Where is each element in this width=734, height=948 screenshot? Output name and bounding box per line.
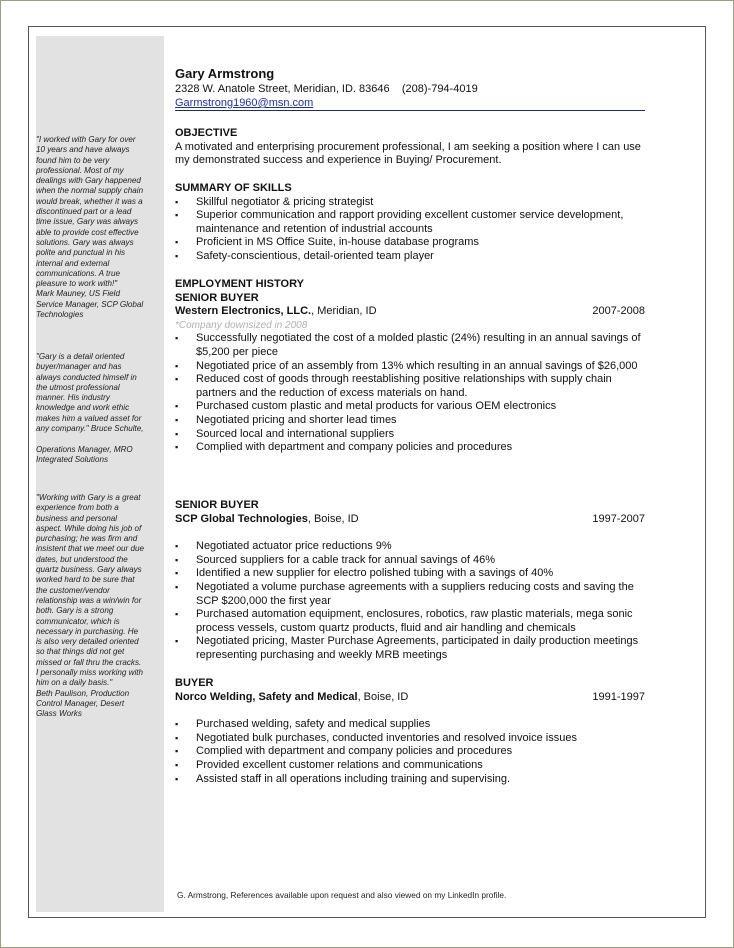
testimonial-line: aspect. While doing his job of bbox=[36, 523, 142, 533]
bullet-icon: ▪ bbox=[175, 374, 179, 385]
testimonial-line: Control Manager, Desert bbox=[36, 698, 125, 708]
bullet-item bbox=[175, 196, 645, 210]
bullet-text: Sourced local and international suppliers bbox=[196, 427, 395, 440]
bullet-text: Superior communication and rapport providing excellent customer service development, maintenance and retention of industrial accounts bbox=[196, 209, 624, 235]
job-3-section bbox=[175, 677, 645, 786]
testimonial-line: necessary in purchasing. He bbox=[36, 626, 139, 636]
bullet-item bbox=[175, 745, 645, 759]
testimonial-line: quartz business. Gary always bbox=[36, 565, 142, 575]
bullet-item bbox=[175, 414, 645, 428]
bullet-text: Proficient in MS Office Suite, in-house database programs bbox=[196, 236, 479, 249]
bullet-item bbox=[175, 428, 645, 442]
testimonial-line: internal and external bbox=[36, 258, 110, 268]
objective-section bbox=[175, 127, 645, 168]
company-name: SCP Global Technologies bbox=[175, 512, 308, 525]
testimonial-2 bbox=[36, 352, 164, 465]
bullet-text: Negotiated bulk purchases, conducted inventories and resolved invoice issues bbox=[196, 731, 577, 744]
bullet-item bbox=[175, 540, 645, 554]
testimonial-line: is also very detailed oriented bbox=[36, 637, 139, 647]
bullet-icon: ▪ bbox=[175, 210, 179, 221]
footer-note: G. Armstrong, References available upon request and also viewed on my LinkedIn profile. bbox=[177, 890, 507, 900]
testimonial-lines bbox=[36, 352, 164, 465]
company-name: Norco Welding, Safety and Medical bbox=[175, 690, 358, 703]
bullet-icon: ▪ bbox=[175, 554, 179, 565]
testimonial-1 bbox=[36, 135, 164, 320]
testimonial-line: communicator, which is bbox=[36, 616, 120, 626]
bullet-text: Negotiated price of an assembly from 13% which resulting in an annual savings of $26,000 bbox=[196, 359, 638, 372]
testimonial-line: would break, whether it was a bbox=[36, 196, 143, 206]
testimonial-line: "I worked with Gary for over bbox=[36, 135, 136, 144]
testimonial-line: any company." Bruce Schulte, bbox=[36, 424, 144, 434]
bullet-item bbox=[175, 759, 645, 773]
testimonial-line: I personally miss working with bbox=[36, 668, 144, 678]
testimonial-line: polite and punctual in his bbox=[36, 248, 126, 258]
testimonial-line: solutions. Gary was always bbox=[36, 237, 134, 247]
bullet-text: Assisted staff in all operations including training and supervising. bbox=[196, 772, 511, 785]
bullet-text: Skillful negotiator & pricing strategist bbox=[196, 195, 374, 208]
bullet-text: Negotiated a volume purchase agreements with a suppliers reducing costs and saving the SCP $200,000 the first year bbox=[196, 580, 634, 607]
bullet-item bbox=[175, 581, 645, 608]
testimonial-line: so that things did not get bbox=[36, 647, 125, 657]
job-company-row bbox=[175, 305, 645, 319]
job-company-row bbox=[175, 691, 645, 705]
bullet-text: Purchased automation equipment, enclosures, robotics, raw plastic materials, mega sonic process vessels, custom quartz products, fluid and air handling and chemicals bbox=[196, 608, 633, 634]
testimonial-line: the utmost professional bbox=[36, 382, 120, 392]
bullet-text: Successfully negotiated the cost of a molded plastic (24%) resulting in an annual savings of $5,200 per piece bbox=[196, 332, 641, 358]
bullet-icon: ▪ bbox=[175, 581, 179, 592]
testimonial-line: "Gary is a detail oriented bbox=[36, 352, 125, 361]
testimonial-line: business and personal bbox=[36, 513, 117, 523]
bullet-item bbox=[175, 400, 645, 414]
bullet-icon: ▪ bbox=[175, 719, 179, 730]
header-divider bbox=[175, 110, 645, 111]
bullet-item bbox=[175, 773, 645, 787]
bullet-text: Purchased custom plastic and metal products for various OEM electronics bbox=[196, 400, 557, 413]
testimonial-line: Integrated Solutions bbox=[36, 454, 108, 464]
testimonial-line: communications. A true bbox=[36, 268, 120, 278]
bullet-item bbox=[175, 332, 645, 359]
testimonial-line: makes him a valued asset for bbox=[36, 413, 142, 423]
testimonial-line: both. Gary is a strong bbox=[36, 606, 114, 616]
testimonial-line: when the normal supply chain bbox=[36, 186, 144, 196]
job-title: SENIOR BUYER bbox=[175, 499, 259, 511]
testimonial-line: purchasing; he was firm and bbox=[36, 534, 138, 544]
bullet-item bbox=[175, 718, 645, 732]
testimonial-line: insistent that we meet our due bbox=[36, 544, 144, 554]
job-duties bbox=[175, 332, 645, 454]
job-duties bbox=[175, 540, 645, 662]
testimonial-lines bbox=[36, 493, 164, 720]
testimonial-line: 10 years and have always bbox=[36, 145, 130, 155]
testimonial-line: dates, but understood the bbox=[36, 554, 128, 564]
bullet-text: Sourced suppliers for a cable track for annual savings of 46% bbox=[196, 553, 495, 566]
bullet-icon: ▪ bbox=[175, 773, 179, 784]
bullet-item bbox=[175, 373, 645, 400]
testimonial-line: pleasure to work with!" bbox=[36, 279, 118, 289]
bullet-icon: ▪ bbox=[175, 732, 179, 743]
testimonial-line: buyer/manager and has bbox=[36, 362, 122, 372]
job-title: BUYER bbox=[175, 677, 214, 689]
testimonial-line: Beth Paulison, Production bbox=[36, 688, 130, 698]
bullet-text: Reduced cost of goods through reestablishing positive relationships with supply chain partners and the reduction of excess materials on hand. bbox=[196, 373, 612, 399]
resume-header bbox=[175, 66, 645, 110]
contact-line: 2328 W. Anatole Street, Meridian, ID. 83646 (208)-794-4019 bbox=[175, 83, 478, 95]
job-2-section bbox=[175, 499, 645, 663]
bullet-icon: ▪ bbox=[175, 414, 179, 425]
bullet-icon: ▪ bbox=[175, 609, 179, 620]
bullet-item bbox=[175, 441, 645, 455]
bullet-icon: ▪ bbox=[175, 759, 179, 770]
testimonial-line: missed or fall thru the cracks. bbox=[36, 657, 142, 667]
job-dates: 1997-2007 bbox=[592, 512, 645, 525]
bullet-item bbox=[175, 236, 645, 250]
bullet-icon: ▪ bbox=[175, 746, 179, 757]
testimonial-3 bbox=[36, 493, 164, 720]
testimonial-line: Service Manager, SCP Global bbox=[36, 299, 144, 309]
bullet-icon: ▪ bbox=[175, 428, 179, 439]
job-title: SENIOR BUYER bbox=[175, 291, 259, 304]
bullet-icon: ▪ bbox=[175, 568, 179, 579]
job-dates: 2007-2008 bbox=[592, 305, 645, 318]
testimonial-line: dealings with Gary happened bbox=[36, 176, 141, 186]
bullet-item bbox=[175, 608, 645, 635]
testimonial-line: knowledge and work ethic bbox=[36, 403, 130, 413]
bullet-icon: ▪ bbox=[175, 333, 179, 344]
job-company-row bbox=[175, 513, 645, 527]
bullet-icon: ▪ bbox=[175, 636, 179, 647]
testimonial-line: "Working with Gary is a great bbox=[36, 493, 141, 502]
bullet-icon: ▪ bbox=[175, 250, 179, 261]
job-note: *Company downsized in 2008 bbox=[175, 319, 308, 331]
testimonial-line: Mark Mauney, US Field bbox=[36, 289, 120, 299]
job-duties bbox=[175, 718, 645, 786]
employment-section bbox=[175, 278, 645, 455]
bullet-item bbox=[175, 635, 645, 662]
testimonial-lines bbox=[36, 135, 164, 320]
bullet-item bbox=[175, 250, 645, 264]
testimonial-line bbox=[36, 434, 164, 444]
bullet-icon: ▪ bbox=[175, 442, 179, 453]
job-dates: 1991-1997 bbox=[592, 690, 645, 703]
company-location: , Boise, ID bbox=[307, 512, 359, 525]
objective-heading: OBJECTIVE bbox=[175, 127, 238, 139]
objective-text: A motivated and enterprising procurement professional, I am seeking a position where I can use my demonstrated success and experience in Buying/ Procurement. bbox=[175, 140, 641, 167]
testimonial-line: time issue, Gary was always bbox=[36, 217, 139, 227]
bullet-text: Complied with department and company policies and procedures bbox=[196, 745, 513, 758]
bullet-item bbox=[175, 360, 645, 374]
bullet-text: Negotiated actuator price reductions 9% bbox=[196, 540, 392, 553]
bullet-text: Provided excellent customer relations and communications bbox=[196, 758, 483, 771]
email-link[interactable]: Garmstrong1960@msn.com bbox=[175, 97, 314, 109]
testimonial-line: worked hard to be sure that bbox=[36, 575, 135, 585]
testimonial-line: experience from both a bbox=[36, 503, 119, 513]
testimonial-line: Technologies bbox=[36, 310, 84, 320]
testimonial-line: found him to be very bbox=[36, 155, 110, 165]
bullet-icon: ▪ bbox=[175, 541, 179, 552]
testimonial-line: able to provide cost effective bbox=[36, 227, 139, 237]
testimonial-line: him on a daily basis." bbox=[36, 678, 113, 688]
testimonial-line: relationship was a win/win for bbox=[36, 595, 142, 605]
bullet-text: Identified a new supplier for electro polished tubing with a savings of 40% bbox=[196, 567, 554, 580]
bullet-item bbox=[175, 209, 645, 236]
employment-heading: EMPLOYMENT HISTORY bbox=[175, 278, 304, 290]
company-name: Western Electronics, LLC. bbox=[175, 305, 312, 318]
company-location: , Boise, ID bbox=[357, 690, 409, 703]
testimonial-line: Glass Works bbox=[36, 709, 82, 719]
testimonial-line: professional. Most of my bbox=[36, 165, 124, 175]
skills-list bbox=[175, 196, 645, 264]
skills-section bbox=[175, 182, 645, 264]
skills-heading: SUMMARY OF SKILLS bbox=[175, 182, 292, 194]
testimonial-line: the customer/vendor bbox=[36, 585, 110, 595]
bullet-item bbox=[175, 732, 645, 746]
candidate-name: Gary Armstrong bbox=[175, 66, 275, 81]
bullet-text: Purchased welding, safety and medical supplies bbox=[196, 718, 431, 731]
bullet-icon: ▪ bbox=[175, 237, 179, 248]
bullet-text: Complied with department and company policies and procedures bbox=[196, 441, 513, 454]
bullet-item bbox=[175, 567, 645, 581]
bullet-text: Negotiated pricing and shorter lead times bbox=[196, 413, 397, 426]
bullet-text: Safety-conscientious, detail-oriented team player bbox=[196, 249, 434, 262]
testimonial-line: Operations Manager, MRO bbox=[36, 444, 133, 454]
testimonial-line: manner. His industry bbox=[36, 393, 110, 403]
bullet-icon: ▪ bbox=[175, 196, 179, 207]
testimonial-line: always conducted himself in bbox=[36, 372, 137, 382]
bullet-icon: ▪ bbox=[175, 360, 179, 371]
bullet-item bbox=[175, 554, 645, 568]
bullet-text: Negotiated pricing, Master Purchase Agreements, participated in daily production meetings representing purchasing and weekly MRB meetings bbox=[196, 635, 639, 661]
bullet-icon: ▪ bbox=[175, 401, 179, 412]
company-location: , Meridian, ID bbox=[311, 305, 377, 318]
testimonial-line: discontinued part or a lead bbox=[36, 207, 132, 217]
